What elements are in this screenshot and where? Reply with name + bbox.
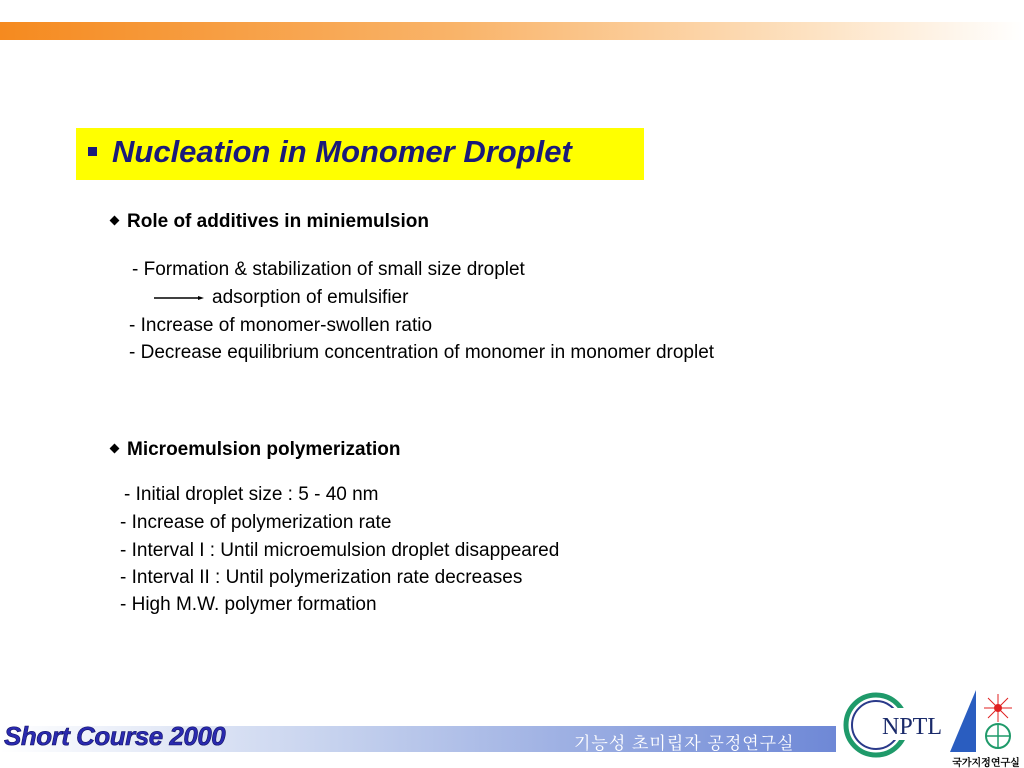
section-heading-additives: Role of additives in miniemulsion bbox=[127, 211, 429, 232]
bullet-line: - Increase of monomer-swollen ratio bbox=[129, 315, 433, 336]
square-bullet-icon bbox=[88, 147, 97, 156]
bullet-line: - High M.W. polymer formation bbox=[120, 594, 377, 615]
right-arrow-icon bbox=[154, 296, 204, 300]
course-label: Short Course 2000 bbox=[4, 721, 226, 751]
diamond-bullet-icon bbox=[110, 444, 120, 454]
bullet-line: - Interval I : Until microemulsion droplet disappeared bbox=[120, 540, 560, 561]
institute-logo-text: 국가지정연구실 bbox=[952, 758, 1020, 768]
nptl-logo-text: NPTL bbox=[882, 714, 942, 740]
diamond-bullet-icon bbox=[110, 216, 120, 226]
section-heading-microemulsion: Microemulsion polymerization bbox=[127, 439, 401, 460]
bullet-line: - Decrease equilibrium concentration of monomer in monomer droplet bbox=[129, 342, 715, 363]
bullet-line: - Interval II : Until polymerization rate decreases bbox=[120, 567, 523, 588]
lab-name: 기능성 초미립자 공정연구실 bbox=[574, 734, 795, 753]
bullet-line: - Increase of polymerization rate bbox=[120, 512, 392, 533]
slide-title: Nucleation in Monomer Droplet bbox=[112, 134, 572, 169]
bullet-line: - Formation & stabilization of small size droplet bbox=[132, 259, 525, 280]
nptl-logo-icon bbox=[842, 690, 942, 760]
bullet-line: - Initial droplet size : 5 - 40 nm bbox=[124, 484, 379, 505]
top-accent-bar bbox=[0, 22, 1024, 40]
bullet-subline: adsorption of emulsifier bbox=[212, 287, 409, 308]
institute-logo-icon bbox=[946, 686, 1024, 768]
